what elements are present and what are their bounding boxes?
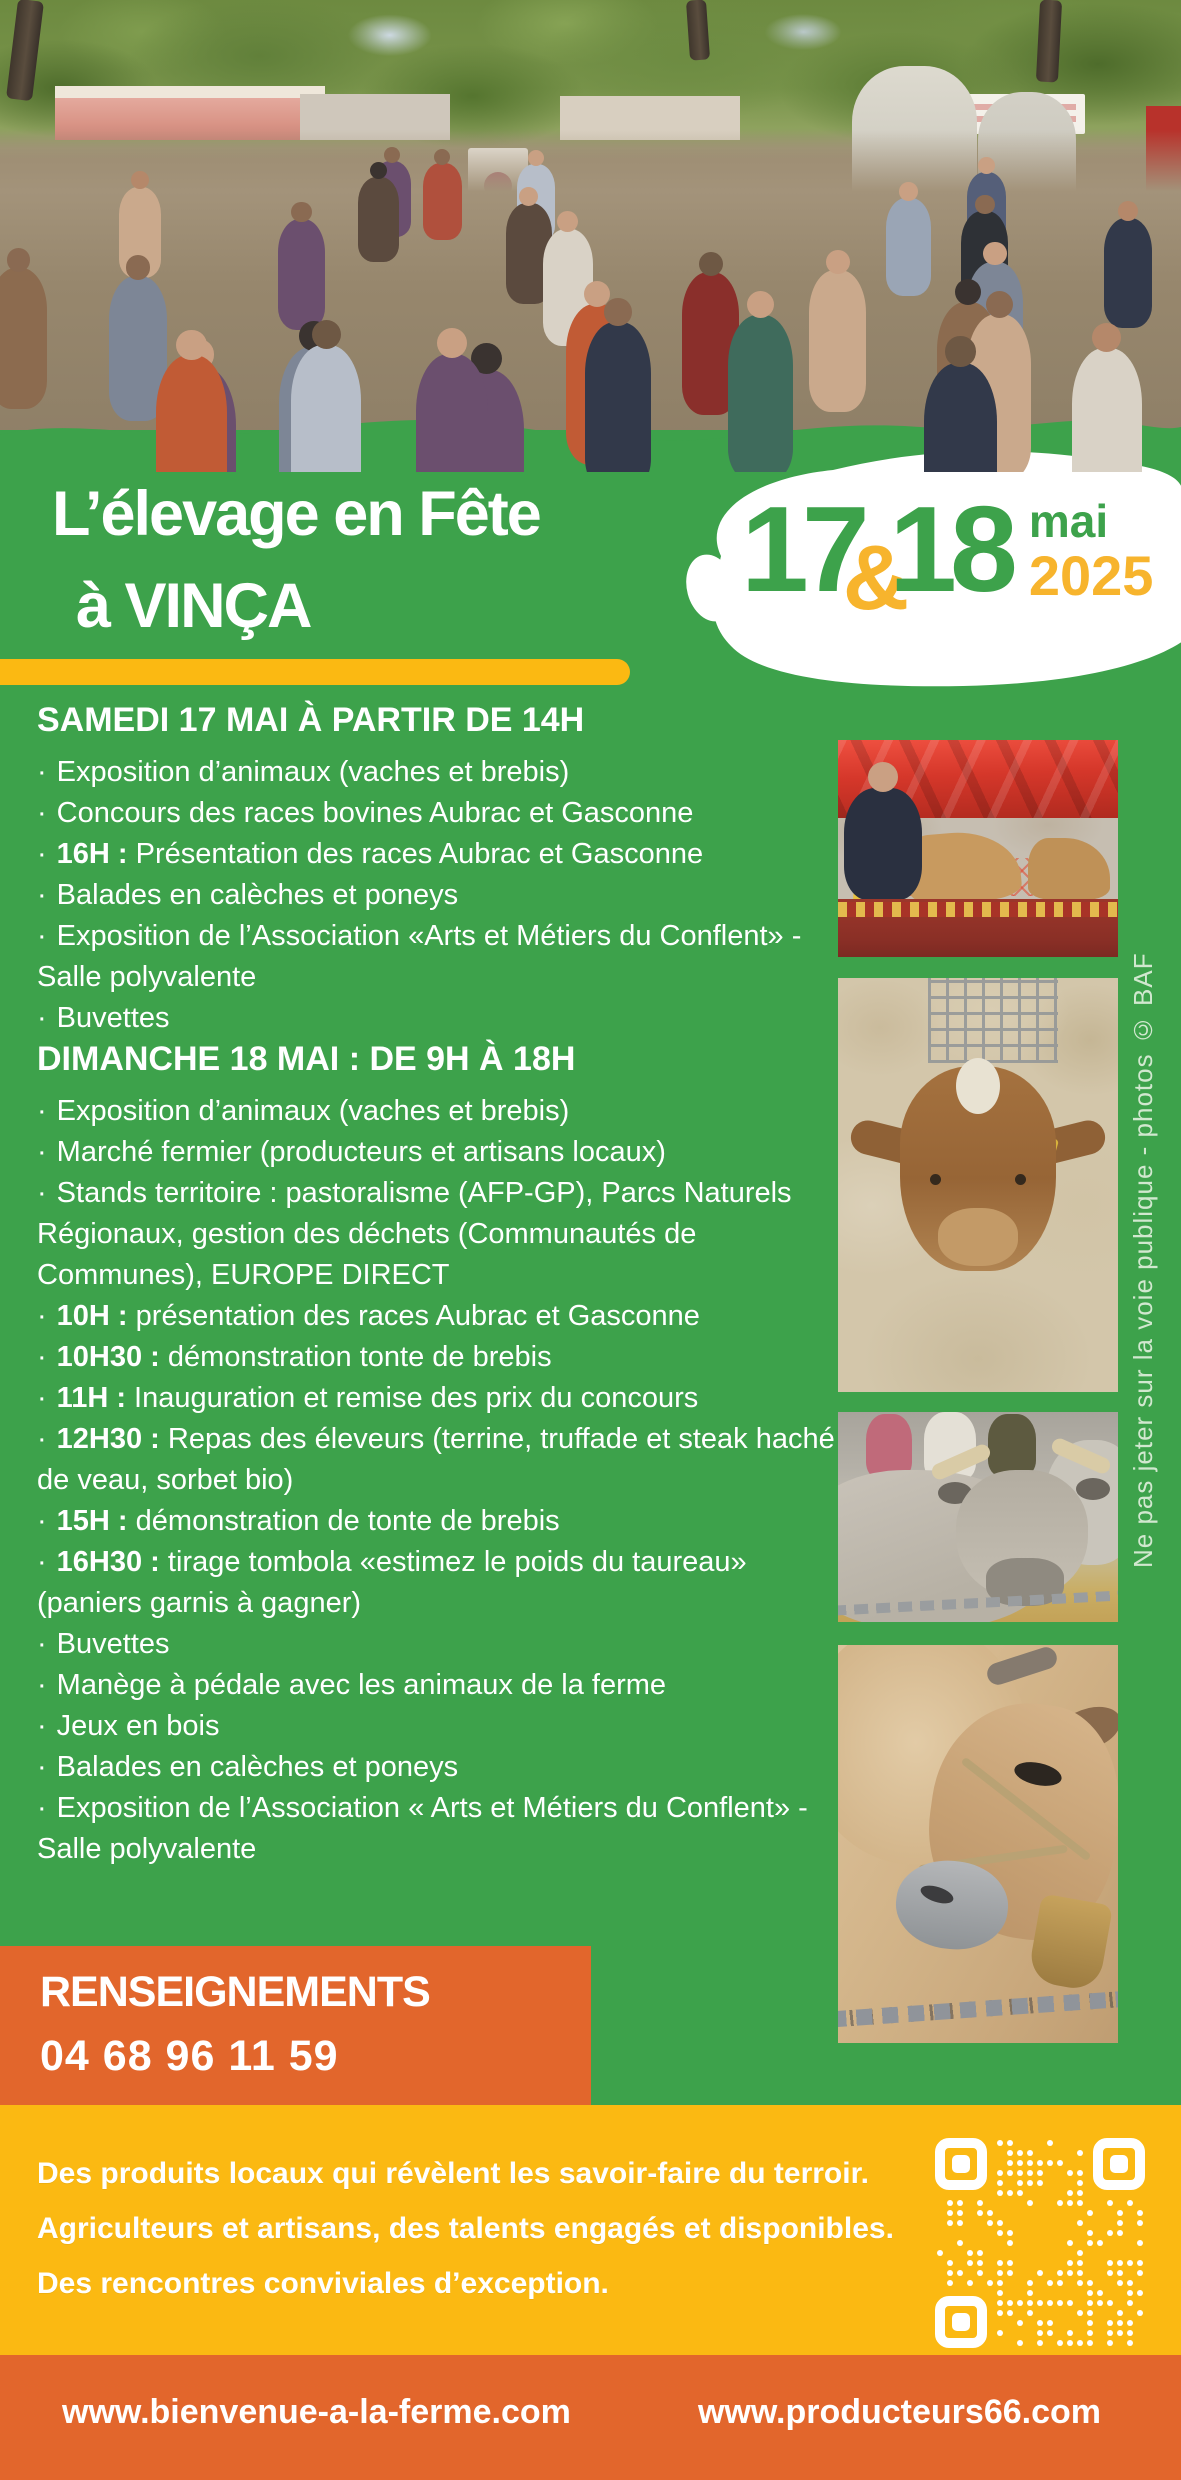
saturday-list bbox=[37, 752, 837, 1039]
photo-aubrac-cow bbox=[838, 1645, 1118, 2043]
url-producteurs66: www.producteurs66.com bbox=[697, 2393, 1101, 2431]
bullet-dot: · bbox=[37, 920, 47, 952]
bystander bbox=[988, 1414, 1036, 1476]
bullet-dot: · bbox=[37, 1002, 47, 1034]
bystander bbox=[866, 1414, 912, 1478]
item-time: 11H : bbox=[56, 1382, 135, 1414]
sheep-blaze bbox=[956, 1058, 1000, 1114]
program-item bbox=[37, 752, 837, 793]
item-text: tirage tombola «estimez le poids du taureau» (paniers garnis à gagner) bbox=[37, 1546, 747, 1619]
program-item bbox=[37, 1542, 837, 1624]
program-item bbox=[37, 875, 837, 916]
qr-finder-icon bbox=[1093, 2138, 1145, 2190]
crowd bbox=[0, 130, 1181, 472]
photo-gascon-cow bbox=[838, 1412, 1118, 1622]
item-text: Repas des éleveurs (terrine, truffade et steak haché de veau, sorbet bio) bbox=[37, 1423, 835, 1496]
sheep-muzzle bbox=[938, 1208, 1018, 1266]
bullet-dot: · bbox=[37, 1505, 47, 1537]
poster-title bbox=[52, 468, 540, 652]
tagline-line-1: Des produits locaux qui révèlent les savoir-faire du terroir. bbox=[37, 2157, 869, 2190]
tagline-line-2: Agriculteurs et artisans, des talents engagés et disponibles. bbox=[37, 2212, 894, 2245]
program-item bbox=[37, 1091, 837, 1132]
sheep-eye bbox=[1015, 1174, 1026, 1185]
item-text: Balades en calèches et poneys bbox=[56, 1751, 459, 1783]
title-line-2: à VINÇA bbox=[76, 571, 311, 641]
tether-chain bbox=[838, 1991, 1118, 2028]
item-text: Exposition de l’Association « Arts et Métiers du Conflent» - Salle polyvalente bbox=[37, 1792, 808, 1865]
tagline-band bbox=[0, 2105, 1181, 2355]
contact-phone: 04 68 96 11 59 bbox=[40, 2032, 339, 2080]
contact-heading: RENSEIGNEMENTS bbox=[40, 1968, 430, 2016]
program-item bbox=[37, 1706, 837, 1747]
cow-ear bbox=[1076, 1478, 1110, 1500]
item-text: présentation des races Aubrac et Gasconne bbox=[135, 1300, 700, 1332]
qr-finder-icon bbox=[935, 2138, 987, 2190]
program-item bbox=[37, 1788, 837, 1870]
sunday-heading: DIMANCHE 18 MAI : DE 9H À 18H bbox=[37, 1040, 576, 1078]
fence-grid bbox=[928, 978, 1058, 1063]
item-time: 12H30 : bbox=[56, 1423, 168, 1455]
date-day-18: 18 bbox=[889, 481, 1011, 617]
bullet-dot: · bbox=[37, 1792, 47, 1824]
bullet-dot: · bbox=[37, 1095, 47, 1127]
qr-code bbox=[935, 2138, 1145, 2348]
date-badge bbox=[683, 436, 1181, 692]
item-text: démonstration tonte de brebis bbox=[167, 1341, 552, 1373]
program bbox=[37, 700, 837, 1870]
bullet-dot: · bbox=[37, 1382, 47, 1414]
program-item bbox=[37, 1296, 837, 1337]
saturday-heading: SAMEDI 17 MAI À PARTIR DE 14H bbox=[37, 701, 585, 739]
date-ampersand: & bbox=[842, 527, 910, 629]
bullet-dot: · bbox=[37, 1341, 47, 1373]
date-text bbox=[741, 481, 1154, 629]
program-item bbox=[37, 834, 837, 875]
program-item bbox=[37, 1501, 837, 1542]
item-time: 10H : bbox=[56, 1300, 136, 1332]
program-item bbox=[37, 916, 837, 998]
program-item bbox=[37, 1665, 837, 1706]
carousel-skirt bbox=[838, 902, 1118, 917]
bullet-dot: · bbox=[37, 797, 47, 829]
child-head bbox=[868, 762, 898, 792]
program-item bbox=[37, 998, 837, 1039]
bullet-dot: · bbox=[37, 1177, 47, 1209]
item-text: Jeux en bois bbox=[56, 1710, 220, 1742]
program-item bbox=[37, 1173, 837, 1296]
program-item bbox=[37, 1419, 837, 1501]
item-text: Présentation des races Aubrac et Gasconne bbox=[135, 838, 704, 870]
item-text: Balades en calèches et poneys bbox=[56, 879, 459, 911]
child-rider bbox=[844, 788, 922, 900]
item-text: Manège à pédale avec les animaux de la ferme bbox=[56, 1669, 667, 1701]
tree-trunk bbox=[686, 0, 710, 61]
tree-trunk bbox=[1036, 0, 1062, 83]
bullet-dot: · bbox=[37, 1669, 47, 1701]
sunday-list bbox=[37, 1091, 837, 1870]
bullet-dot: · bbox=[37, 1710, 47, 1742]
item-text: Inauguration et remise des prix du concours bbox=[134, 1382, 699, 1414]
bullet-dot: · bbox=[37, 879, 47, 911]
item-text: Buvettes bbox=[56, 1628, 170, 1660]
bullet-dot: · bbox=[37, 1423, 47, 1455]
item-time: 16H30 : bbox=[56, 1546, 168, 1578]
date-month: mai bbox=[1028, 495, 1109, 547]
footer-band bbox=[0, 2355, 1181, 2480]
bullet-dot: · bbox=[37, 1628, 47, 1660]
program-item bbox=[37, 793, 837, 834]
item-time: 10H30 : bbox=[56, 1341, 168, 1373]
sheep-eye bbox=[930, 1174, 941, 1185]
photo-pedal-carousel bbox=[838, 740, 1118, 957]
item-text: Concours des races bovines Aubrac et Gasconne bbox=[56, 797, 694, 829]
date-year: 2025 bbox=[1028, 544, 1154, 607]
date-day-17: 17 bbox=[741, 481, 863, 617]
program-item bbox=[37, 1132, 837, 1173]
item-text: Exposition d’animaux (vaches et brebis) bbox=[56, 756, 570, 788]
item-text: Buvettes bbox=[56, 1002, 170, 1034]
cow-bell bbox=[1027, 1893, 1113, 1992]
bullet-dot: · bbox=[37, 1300, 47, 1332]
url-bienvenue-a-la-ferme: www.bienvenue-a-la-ferme.com bbox=[62, 2393, 571, 2431]
tagline-line-3: Des rencontres conviviales d’exception. bbox=[37, 2267, 609, 2300]
program-item bbox=[37, 1337, 837, 1378]
bullet-dot: · bbox=[37, 1546, 47, 1578]
program-item bbox=[37, 1378, 837, 1419]
photo-sheep bbox=[838, 978, 1118, 1392]
item-time: 16H : bbox=[56, 838, 136, 870]
bullet-dot: · bbox=[37, 1751, 47, 1783]
header-photo-crowd bbox=[0, 0, 1181, 472]
program-item bbox=[37, 1747, 837, 1788]
qr-finder-icon bbox=[935, 2296, 987, 2348]
bullet-dot: · bbox=[37, 1136, 47, 1168]
item-text: Marché fermier (producteurs et artisans locaux) bbox=[56, 1136, 666, 1168]
contact-box bbox=[0, 1946, 591, 2105]
yellow-brush-underline bbox=[0, 659, 630, 685]
bullet-dot: · bbox=[37, 756, 47, 788]
item-time: 15H : bbox=[56, 1505, 136, 1537]
title-line-1: L’élevage en Fête bbox=[52, 479, 540, 549]
item-text: démonstration de tonte de brebis bbox=[135, 1505, 560, 1537]
bullet-dot: · bbox=[37, 838, 47, 870]
item-text: Exposition d’animaux (vaches et brebis) bbox=[56, 1095, 570, 1127]
cow-horn bbox=[984, 1645, 1059, 1688]
legal-note-vertical: Ne pas jeter sur la voie publique - photos © BAF bbox=[1128, 952, 1158, 1568]
item-text: Stands territoire : pastoralisme (AFP-GP), Parcs Naturels Régionaux, gestion des déchets (Communautés de Communes), EUROPE DIRECT bbox=[37, 1177, 792, 1291]
program-item bbox=[37, 1624, 837, 1665]
item-text: Exposition de l’Association «Arts et Métiers du Conflent» - Salle polyvalente bbox=[37, 920, 802, 993]
